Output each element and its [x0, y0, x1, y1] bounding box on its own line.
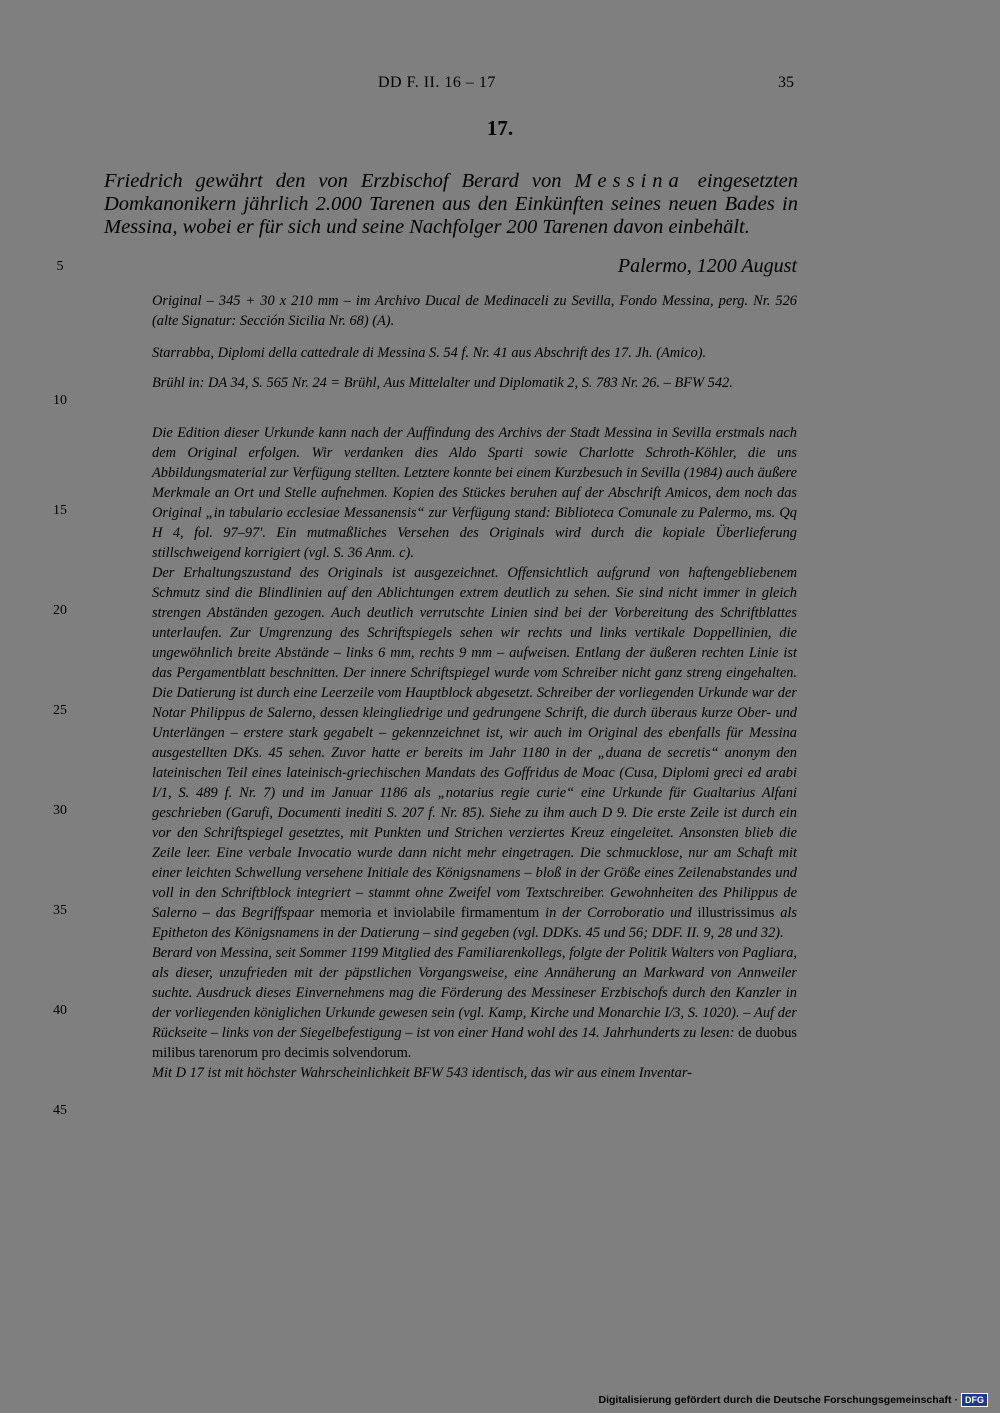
- latin-quote: memoria et inviolabile firmamentum: [320, 905, 540, 921]
- commentary-paragraph: [152, 563, 797, 943]
- line-number: 5: [56, 259, 64, 274]
- footer-text: Digitalisierung gefördert durch die Deutsche Forschungsgemeinschaft: [598, 1394, 952, 1406]
- line-number: 40: [53, 1003, 67, 1018]
- latin-quote: de duobus milibus tarenorum pro decimis solvendorum.: [152, 1025, 797, 1061]
- page-number: 35: [778, 74, 794, 91]
- line-number: 30: [53, 803, 67, 818]
- line-number: 35: [53, 903, 67, 918]
- commentary-text: in der Corroboratio und: [539, 905, 698, 921]
- footer-separator: ·: [954, 1394, 958, 1406]
- commentary-paragraph: [152, 943, 797, 1063]
- commentary-text: Berard von Messina, seit Sommer 1199 Mitglied des Familiarenkollegs, folgte der Politik Walters von Pagliara, als dieser, unzufrieden mit der päpstlichen Vorgangsweise, eine Annäherung an Markward von Annweiler suchte. Ausdruck dieses Einvernehmens mag die Förderung des Messineser Erzbischofs durch den Kanzler in der vorliegenden königlichen Urkunde gewesen sein (vgl. Kamp, Kirche und Monarchie I/3, S. 1020). – Auf der Rückseite – links von der Siegelbefestigung – ist von einer Hand wohl des 14. Jahrhunderts zu lesen:: [152, 945, 797, 1041]
- line-number: 45: [53, 1103, 67, 1118]
- dfg-logo: DFG: [961, 1393, 988, 1407]
- digitization-footer: [599, 1393, 988, 1407]
- document-number: 17.: [486, 116, 514, 140]
- commentary-paragraph: Die Edition dieser Urkunde kann nach der Auffindung des Archivs der Stadt Messina in Sevilla erstmals nach dem Original erfolgen. Wir verdanken dies Aldo Sparti sowie Charlotte Schroth-Köhler, die uns Abbildungsmaterial zur Verfügung stellten. Letztere konnte bei einem Kurzbesuch in Sevilla (1984) auch äußere Merkmale an Ort und Stelle aufnehmen. Kopien des Stückes beruhen auf der Abschrift Amicos, dem noch das Original „in tabulario ecclesiae Messanensis“ zur Verfügung stand: Biblioteca Comunale zu Palermo, ms. Qq H 4, fol. 97–97'. Ein mutmaßliches Versehen des Originals wird durch die kopiale Überlieferung stillschweigend korrigiert (vgl. S. 36 Anm. c).: [152, 425, 797, 561]
- commentary-text: Der Erhaltungszustand des Originals ist ausgezeichnet. Offensichtlich aufgrund von haftengebliebenem Schmutz sind die Blindlinien auf den Ablichtungen extrem deutlich zu sehen. Sie sind nicht immer in gleich strengen Abständen gezogen. Auch deutlich verrutschte Linien sind bei der Vorbereitung des Schriftblattes unterlaufen. Zur Umgrenzung des Schriftspiegels sehen wir rechts und links vertikale Doppellinien, die ungewöhnlich breite Abstände – links 6 mm, rechts 9 mm – aufweisen. Entlang der äußeren rechten Linie ist das Pergamentblatt beschnitten. Der innere Schriftspiegel wurde vom Schreiber nicht ganz streng eingehalten. Die Datierung ist durch eine Leerzeile vom Hauptblock abgesetzt. Schreiber der vorliegenden Urkunde war der Notar Philippus de Salerno, dessen kleingliedrige und gedrungene Schrift, die durch überaus kurze Ober- und Unterlängen – erstere stark gegabelt – gekennzeichnet ist, wir auch im Original des ebenfalls für Messina ausgestellten DKs. 45 sehen. Zuvor hatte er bereits im Jahr 1180 in der „duana de secretis“ anonym den lateinischen Teil eines lateinisch-griechischen Mandats des Goffridus de Moac (Cusa, Diplomi greci ed arabi I/1, S. 489 f. Nr. 7) und im Januar 1186 als „notarius regie curie“ eine Urkunde für Gualtarius Alfani geschrieben (Garufi, Documenti inediti S. 207 f. Nr. 85). Siehe zu ihm auch D 9. Die erste Zeile ist durch ein vor den Schriftspiegel gesetztes, mit Punkten und Strichen verziertes Kreuz eingeleitet. Ansonsten blieb die Zeile leer. Eine verbale Invocatio wurde dann nicht mehr eingetragen. Die schmucklose, nur am Schaft mit einer leichten Schwellung versehene Initiale des Königsnamens – bloß in der Größe eines Zeilenabstandes und voll in den Schriftblock integriert – stammt ohne Zweifel vom Textschreiber. Gewohnheiten des Philippus de Salerno – das Begriffspaar: [152, 565, 797, 921]
- line-number: 15: [53, 503, 67, 518]
- regest-text-end: eingesetzten Domkanonikern jährlich 2.000 Tarenen aus den Einkünften seines neuen Bades in Messina, wobei er für sich und seine Nachfolger 200 Tarenen davon einbehält.: [104, 170, 798, 238]
- regest-place: Messina: [574, 170, 685, 192]
- line-number: 20: [53, 603, 67, 618]
- running-head: DD F. II. 16 – 17: [378, 74, 496, 91]
- dating-line: Palermo, 1200 August: [617, 255, 797, 277]
- original-description: Original – 345 + 30 x 210 mm – im Archivo Ducal de Medinaceli zu Sevilla, Fondo Messina, perg. Nr. 526 (alte Signatur: Sección Sicilia Nr. 68) (A).: [152, 293, 797, 329]
- commentary: [152, 423, 797, 1083]
- copy-reference: Starrabba, Diplomi della cattedrale di Messina S. 54 f. Nr. 41 aus Abschrift des 17. Jh. (Amico).: [152, 345, 707, 361]
- line-number: 25: [53, 703, 67, 718]
- regest: [104, 170, 798, 239]
- line-number: 10: [53, 393, 67, 408]
- commentary-paragraph: Mit D 17 ist mit höchster Wahrscheinlichkeit BFW 543 identisch, das wir aus einem Inventar-: [152, 1065, 692, 1081]
- regest-text-start: Friedrich gewährt den von Erzbischof Berard von: [104, 170, 575, 192]
- literature-reference: Brühl in: DA 34, S. 565 Nr. 24 = Brühl, Aus Mittelalter und Diplomatik 2, S. 783 Nr. 26. – BFW 542.: [152, 375, 733, 391]
- commentary-text: als Epitheton des Königsnamens in der Datierung – sind gegeben (vgl. DDKs. 45 und 56; DDF. II. 9, 28 und 32).: [152, 905, 797, 941]
- latin-quote: illustrissimus: [697, 905, 775, 921]
